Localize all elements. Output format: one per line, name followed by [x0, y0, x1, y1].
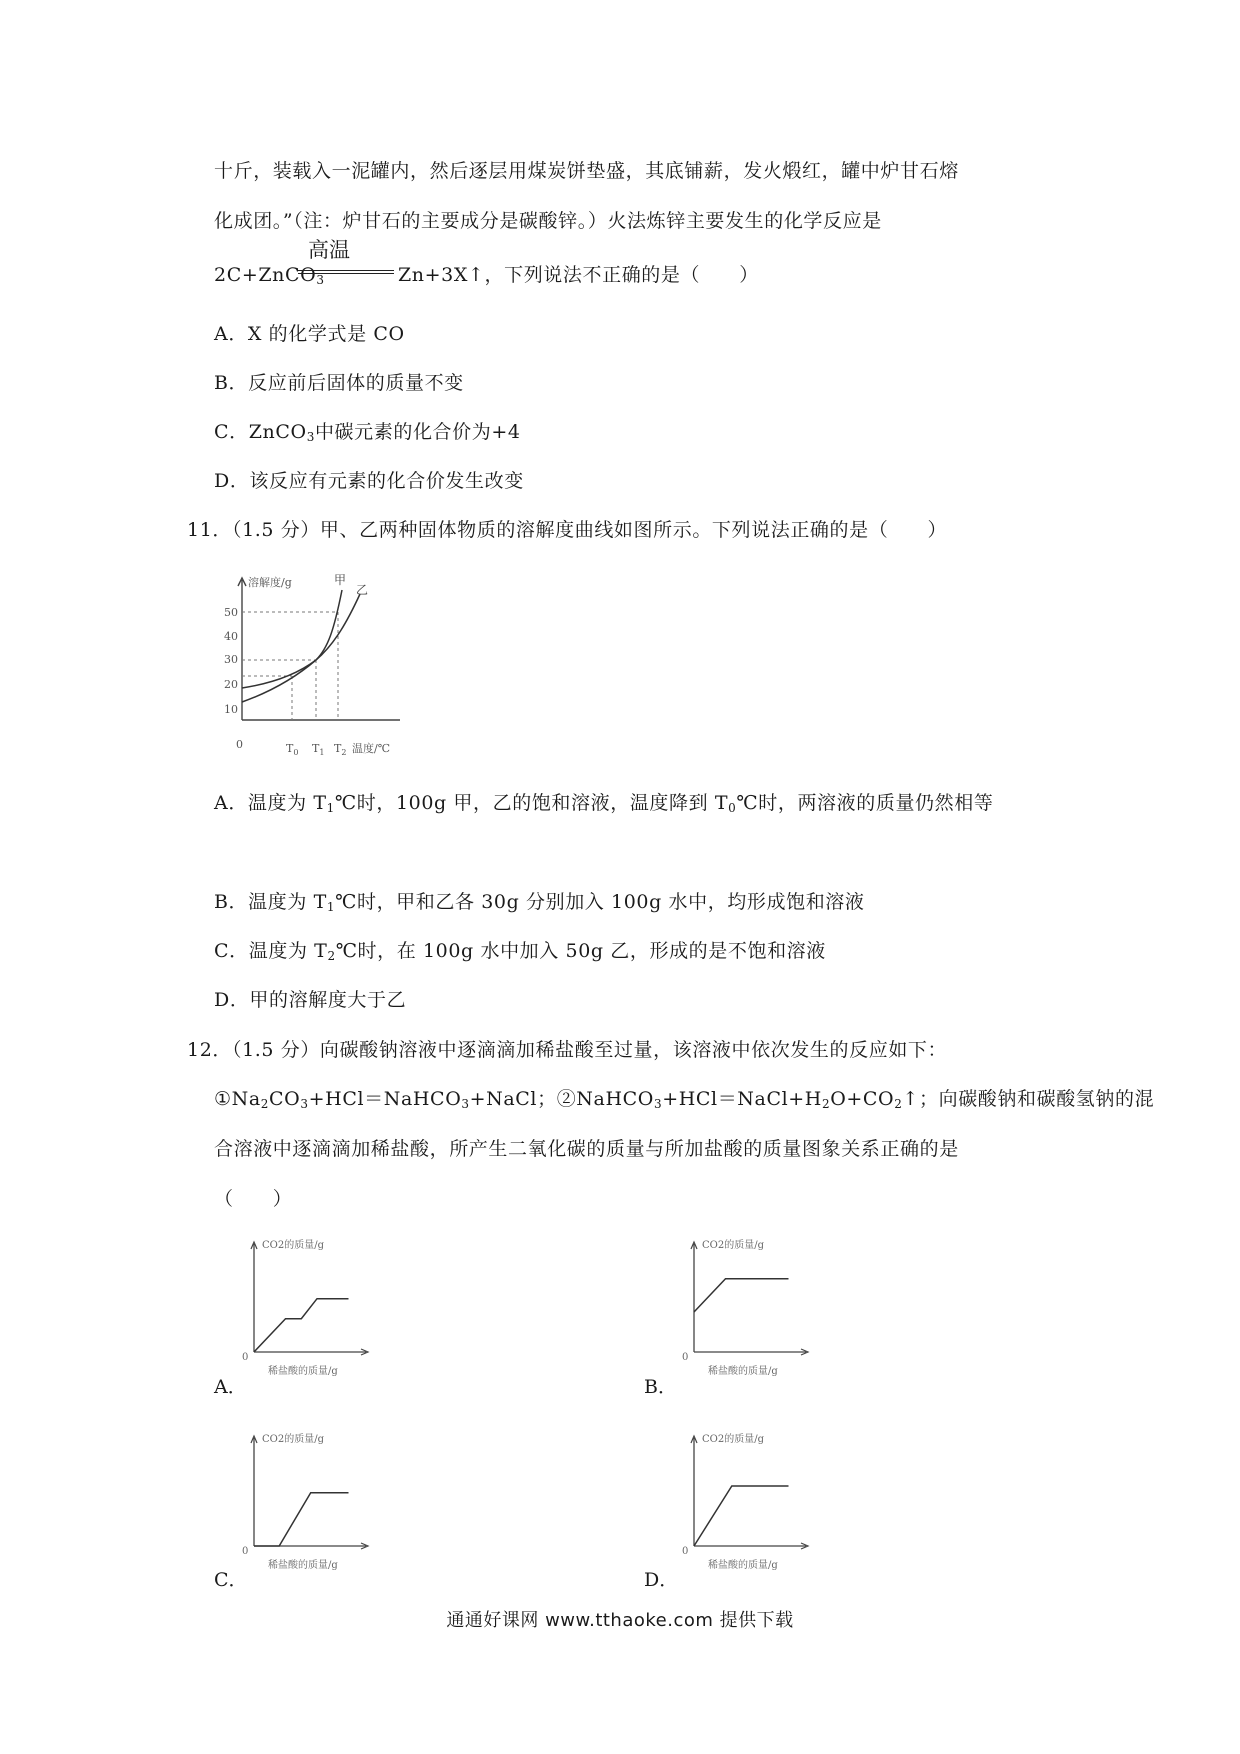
page-footer: 通通好课网 www.tthaoke.com 提供下载 — [446, 1610, 794, 1631]
q12-r1-e: +HCl＝NaCl+H — [662, 1088, 822, 1110]
q12-r1-f: O+CO — [830, 1088, 895, 1110]
series-jia-label: 甲 — [334, 573, 347, 587]
q11-option-c-sub1: 2 — [327, 949, 336, 963]
q12-line-3: 合溶液中逐滴滴加稀盐酸，所产生二氧化碳的质量与所加盐酸的质量图象关系正确的是 — [214, 1138, 959, 1160]
intro-line-2: 化成团。”（注：炉甘石的主要成分是碳酸锌。）火法炼锌主要发生的化学反应是 — [214, 210, 882, 232]
graph-a-xlabel: 稀盐酸的质量/g — [268, 1366, 338, 1377]
solubility-ytick-20: 20 — [224, 678, 238, 691]
q12-graph-c — [240, 1430, 390, 1580]
q11-option-c-part1: C．温度为 T — [214, 940, 328, 962]
q11-option-b-part1: B．温度为 T — [214, 891, 327, 913]
q12-line-4: （ ） — [214, 1188, 293, 1210]
q10-option-c-sub: 3 — [306, 430, 315, 444]
q12-r1-g: ↑；向碳酸钠和碳酸氢钠的混 — [902, 1088, 1155, 1110]
q10-option-b: B．反应前后固体的质量不变 — [214, 372, 464, 394]
q12-r1-c-sub: 3 — [461, 1097, 470, 1111]
series-yi-curve — [242, 594, 360, 688]
q12-r1-b-sub: 3 — [300, 1097, 309, 1111]
graph-d-series-line — [694, 1486, 789, 1546]
q12-r1-d-sub: 3 — [653, 1097, 663, 1111]
equation-reactants-sub: 3 — [316, 273, 325, 287]
q12-option-b-label: B． — [644, 1376, 677, 1398]
solubility-xtick-t1-text: 1 — [319, 748, 325, 757]
solubility-ytick-10: 10 — [224, 703, 238, 716]
q12-r1-c: +HCl＝NaHCO — [308, 1088, 462, 1110]
q12-graph-d — [680, 1430, 830, 1580]
q11-option-a-sub1: 1 — [326, 801, 335, 815]
q12-r1-d: +NaCl；②NaHCO — [469, 1088, 654, 1110]
q11-option-c-part2: ℃时，在 100g 水中加入 50g 乙，形成的是不饱和溶液 — [335, 940, 826, 962]
series-yi-label: 乙 — [356, 583, 369, 597]
graph-b-xlabel: 稀盐酸的质量/g — [708, 1366, 778, 1377]
solubility-ylabel: 溶解度/g — [248, 576, 292, 589]
graph-a-series-line — [254, 1299, 349, 1352]
q11-option-b-sub1: 1 — [326, 900, 336, 914]
q12-stem: 12．（1.5 分）向碳酸钠溶液中逐滴滴加稀盐酸至过量，该溶液中依次发生的反应如下： — [187, 1039, 948, 1061]
graph-d-xlabel: 稀盐酸的质量/g — [708, 1560, 778, 1571]
graph-c-xlabel: 稀盐酸的质量/g — [268, 1560, 338, 1571]
q12-r1-e-sub: 2 — [821, 1097, 831, 1111]
q11-option-a-sub2: 0 — [728, 801, 737, 815]
solubility-xlabel: 温度/℃ — [352, 742, 391, 755]
graph-b-origin: 0 — [682, 1352, 689, 1363]
q10-option-d: D．该反应有元素的化合价发生改变 — [214, 470, 524, 492]
q10-option-c-post: 中碳元素的化合价为+4 — [314, 421, 521, 443]
graph-c-series-line — [254, 1493, 349, 1546]
solubility-chart — [220, 572, 440, 762]
graph-b-series-line — [694, 1279, 789, 1312]
solubility-ytick-40: 40 — [224, 630, 238, 643]
q11-option-b-part2: ℃时，甲和乙各 30g 分别加入 100g 水中，均形成饱和溶液 — [335, 891, 865, 913]
q12-r1-f-sub: 2 — [894, 1097, 903, 1111]
q11-option-c — [214, 938, 826, 969]
solubility-xtick-t2-text: 2 — [341, 748, 347, 757]
graph-d-ylabel: CO2的质量/g — [702, 1434, 764, 1445]
q12-option-a-label: A． — [214, 1376, 247, 1398]
equation-condition: 高温 — [308, 238, 350, 262]
equation-products: Zn+3X↑，下列说法不正确的是（ ） — [398, 264, 759, 286]
graph-b-ylabel: CO2的质量/g — [702, 1240, 764, 1251]
solubility-ytick-50: 50 — [224, 606, 238, 619]
q12-graph-a — [240, 1236, 390, 1386]
q12-r1-b: CO — [269, 1088, 301, 1110]
q10-option-c — [214, 419, 521, 450]
solubility-origin: 0 — [236, 738, 243, 751]
q10-option-c-pre: C．ZnCO — [214, 421, 307, 443]
q12-r1-a-sub: 2 — [260, 1097, 270, 1111]
solubility-ytick-30: 30 — [224, 653, 238, 666]
q11-stem: 11．（1.5 分）甲、乙两种固体物质的溶解度曲线如图所示。下列说法正确的是（ ） — [187, 519, 948, 541]
solubility-xtick-t0-text: 0 — [293, 748, 299, 757]
graph-c-ylabel: CO2的质量/g — [262, 1434, 324, 1445]
q12-r1-a: ①Na — [214, 1088, 261, 1110]
graph-d-origin: 0 — [682, 1546, 689, 1557]
equation-bar-2 — [298, 273, 394, 274]
solubility-chart-svg — [220, 572, 440, 762]
graph-a-ylabel: CO2的质量/g — [262, 1240, 324, 1251]
q11-option-a-part2: ℃时，100g 甲，乙的饱和溶液，温度降到 T — [334, 792, 729, 814]
equation-bar — [298, 270, 394, 271]
solubility-xtick-t0: $T_0$ — [286, 742, 299, 757]
solubility-guides — [242, 612, 338, 720]
q11-option-b — [214, 889, 865, 920]
solubility-xtick-t2: $T_2$ — [334, 742, 347, 757]
equation-reactants: 2C+ZnCO — [214, 264, 317, 286]
q11-option-a — [214, 790, 993, 821]
q12-graph-b — [680, 1236, 830, 1386]
q12-option-c-label: C． — [214, 1569, 248, 1591]
graph-c-origin: 0 — [242, 1546, 249, 1557]
solubility-xtick-t1: $T_1$ — [312, 742, 325, 757]
graph-a-origin: 0 — [242, 1352, 249, 1363]
q11-option-d: D．甲的溶解度大于乙 — [214, 989, 407, 1011]
intro-line-1: 十斤，装载入一泥罐内，然后逐层用煤炭饼垫盛，其底铺薪，发火煅红，罐中炉甘石熔 — [214, 160, 959, 182]
q12-reactions — [214, 1086, 1154, 1117]
q12-option-d-label: D． — [644, 1569, 679, 1591]
q11-option-a-part1: A．温度为 T — [214, 792, 327, 814]
q10-option-a: A．X 的化学式是 CO — [214, 323, 405, 345]
q11-option-a-part3: ℃时，两溶液的质量仍然相等 — [736, 792, 994, 814]
